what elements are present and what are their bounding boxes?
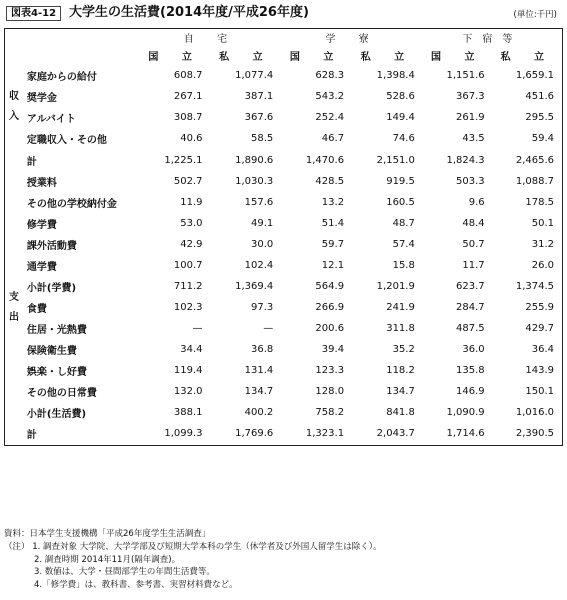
value-cell: 150.1 xyxy=(525,386,554,397)
col-national: 国 立 xyxy=(431,52,485,63)
value-cell: 59.7 xyxy=(321,239,345,250)
value-cell: 34.4 xyxy=(180,344,203,355)
value-cell: 36.0 xyxy=(462,344,485,355)
value-cell: 1,374.5 xyxy=(515,281,554,292)
value-cell: 487.5 xyxy=(456,323,485,334)
value-cell: 451.6 xyxy=(525,91,554,102)
footnote-4: 4.「修学費」は、教科書、参考書、実習材料費など。 xyxy=(34,580,238,591)
value-cell: 919.5 xyxy=(386,176,415,187)
table-row xyxy=(5,381,563,402)
value-cell: 1,016.0 xyxy=(515,407,554,418)
value-cell: 2,151.0 xyxy=(376,154,415,166)
row-label: 奨学金 xyxy=(26,93,57,104)
value-cell: 134.7 xyxy=(386,386,415,397)
col-national: 国 立 xyxy=(289,52,344,63)
table-row xyxy=(5,318,563,339)
value-cell: 255.9 xyxy=(525,302,554,313)
value-cell: 50.1 xyxy=(531,218,554,229)
value-cell: 11.9 xyxy=(180,197,203,208)
table-row xyxy=(5,149,563,171)
row-label: 住居・光熱費 xyxy=(26,325,87,336)
value-cell: 157.6 xyxy=(244,197,274,208)
value-cell: 119.4 xyxy=(173,365,203,376)
footnotes xyxy=(4,528,381,592)
table-row xyxy=(5,402,563,423)
value-cell: 39.4 xyxy=(321,344,345,355)
value-cell: 1,890.6 xyxy=(235,154,274,166)
value-cell: 135.8 xyxy=(456,365,485,376)
value-cell: 97.3 xyxy=(251,302,274,313)
footnote-3: 3. 数値は、大学・昼間部学生の年間生活費等。 xyxy=(34,567,215,578)
col-group-dorm: 学 寮 xyxy=(325,34,379,45)
value-cell: 2,043.7 xyxy=(376,428,415,440)
value-cell: 367.6 xyxy=(244,112,274,123)
value-cell: 57.4 xyxy=(392,239,415,250)
value-cell: 178.5 xyxy=(525,197,554,208)
value-cell: 43.5 xyxy=(462,133,485,144)
value-cell: 36.8 xyxy=(251,344,274,355)
value-cell: 59.4 xyxy=(531,133,554,144)
value-cell: 1,369.4 xyxy=(235,281,274,292)
value-cell: 1,659.1 xyxy=(515,70,554,81)
row-label: 修学費 xyxy=(26,220,57,231)
value-cell: 146.9 xyxy=(456,386,485,397)
value-cell: 134.7 xyxy=(244,386,274,397)
value-cell: 149.4 xyxy=(386,112,415,123)
value-cell: 1,824.3 xyxy=(446,154,485,166)
category-income: 収入 xyxy=(8,91,19,122)
value-cell: 564.9 xyxy=(315,281,345,292)
value-cell: 1,088.7 xyxy=(515,176,554,187)
table-row xyxy=(5,360,563,381)
figure-header xyxy=(6,4,561,24)
value-cell: 15.8 xyxy=(392,260,415,271)
value-cell: 11.7 xyxy=(462,260,485,271)
value-cell: 711.2 xyxy=(173,281,203,292)
value-cell: 143.9 xyxy=(525,365,554,376)
table-row xyxy=(5,213,563,234)
table-row xyxy=(5,255,563,276)
value-cell: 49.1 xyxy=(251,218,274,229)
table-row xyxy=(5,107,563,128)
value-cell: 48.4 xyxy=(462,218,485,229)
row-label: 計 xyxy=(26,156,37,168)
value-cell: 58.5 xyxy=(251,133,274,144)
table-row xyxy=(5,423,563,445)
value-cell: 267.1 xyxy=(173,91,203,102)
value-cell: 1,323.1 xyxy=(305,428,345,440)
value-cell: 102.4 xyxy=(244,260,274,271)
value-cell: 1,151.6 xyxy=(446,70,485,81)
value-cell: 131.4 xyxy=(244,365,274,376)
unit-note: (単位:千円) xyxy=(513,10,557,20)
row-label: 食費 xyxy=(26,304,47,315)
row-label: その他の学校納付金 xyxy=(26,199,117,210)
row-label: 定職収入・その他 xyxy=(26,135,107,146)
value-cell: 543.2 xyxy=(315,91,345,102)
footnote-1: （注） 1. 調査対象 大学院、大学学部及び短期大学本科の学生（休学者及び外国人留学生は除く）。 xyxy=(4,541,382,552)
value-cell: 1,225.1 xyxy=(164,154,203,166)
value-cell: 1,030.3 xyxy=(235,176,274,187)
value-cell: 311.8 xyxy=(386,323,415,334)
value-cell: 1,398.4 xyxy=(376,70,415,81)
value-cell: 1,099.3 xyxy=(164,428,203,440)
footnote-2: 2. 調査時期 2014年11月(隔年調査)。 xyxy=(34,554,181,565)
value-cell: 12.1 xyxy=(321,260,345,271)
value-cell: 758.2 xyxy=(315,407,345,418)
value-cell: 128.0 xyxy=(315,386,345,397)
value-cell: 53.0 xyxy=(180,218,203,229)
value-cell: 1,714.6 xyxy=(446,428,485,440)
table-row xyxy=(5,339,563,360)
value-cell: 528.6 xyxy=(386,91,415,102)
col-group-lodging: 下宿等 xyxy=(462,34,523,45)
col-private: 私 立 xyxy=(360,52,415,63)
value-cell: 118.2 xyxy=(386,365,415,376)
value-cell: 1,769.6 xyxy=(235,428,274,440)
value-cell: 1,201.9 xyxy=(376,281,415,292)
value-cell: 30.0 xyxy=(251,239,274,250)
value-cell: 503.3 xyxy=(456,176,485,187)
row-label: 小計(学費) xyxy=(26,283,77,294)
col-private: 私 立 xyxy=(219,52,273,63)
value-cell: 367.3 xyxy=(456,91,485,102)
value-cell: 100.7 xyxy=(173,260,203,271)
value-cell: — xyxy=(192,323,203,334)
row-label: 家庭からの給付 xyxy=(26,72,97,83)
col-group-home: 自 宅 xyxy=(183,34,238,45)
value-cell: 261.9 xyxy=(456,112,485,123)
table-row xyxy=(5,128,563,149)
value-cell: 132.0 xyxy=(173,386,203,397)
value-cell: 284.7 xyxy=(456,302,485,313)
value-cell: 252.4 xyxy=(315,112,345,123)
row-label: 授業料 xyxy=(26,178,57,189)
value-cell: 502.7 xyxy=(173,176,203,187)
value-cell: 1,090.9 xyxy=(446,407,485,418)
value-cell: 160.5 xyxy=(386,197,415,208)
row-label: 通学費 xyxy=(26,262,57,273)
value-cell: 387.1 xyxy=(244,91,274,102)
value-cell: 35.2 xyxy=(392,344,415,355)
category-spacer xyxy=(5,149,23,171)
row-label: 小計(生活費) xyxy=(26,409,87,420)
row-label: 娯楽・し好費 xyxy=(26,367,87,378)
value-cell: 9.6 xyxy=(468,197,485,208)
value-cell: 26.0 xyxy=(531,260,554,271)
value-cell: 841.8 xyxy=(386,407,415,418)
value-cell: 2,465.6 xyxy=(515,154,554,166)
value-cell: 266.9 xyxy=(315,302,345,313)
corner-cell xyxy=(5,29,140,66)
value-cell: 428.5 xyxy=(315,176,345,187)
value-cell: 74.6 xyxy=(392,133,415,144)
table-row xyxy=(5,65,563,86)
figure-number-badge: 図表4-12 xyxy=(6,6,61,21)
col-national: 国 立 xyxy=(148,52,202,63)
value-cell: 1,470.6 xyxy=(305,154,345,166)
group-header-row xyxy=(5,29,563,47)
value-cell: 1,077.4 xyxy=(235,70,274,81)
value-cell: 42.9 xyxy=(180,239,203,250)
value-cell: — xyxy=(263,323,274,334)
value-cell: 48.7 xyxy=(392,218,415,229)
value-cell: 123.3 xyxy=(315,365,345,376)
value-cell: 429.7 xyxy=(525,323,554,334)
figure-title: 大学生の生活費(2014年度/平成26年度) xyxy=(69,5,309,20)
table-row xyxy=(5,192,563,213)
value-cell: 36.4 xyxy=(531,344,554,355)
table-row xyxy=(5,276,563,297)
value-cell: 102.3 xyxy=(173,302,203,313)
row-label: その他の日常費 xyxy=(26,388,97,399)
value-cell: 241.9 xyxy=(386,302,415,313)
value-cell: 623.7 xyxy=(456,281,485,292)
value-cell: 50.7 xyxy=(462,239,485,250)
category-expense: 支出 xyxy=(8,291,19,323)
value-cell: 628.3 xyxy=(315,70,345,81)
value-cell: 308.7 xyxy=(173,112,203,123)
row-label: アルバイト xyxy=(26,114,76,125)
table-row xyxy=(5,234,563,255)
value-cell: 46.7 xyxy=(321,133,345,144)
table-row xyxy=(5,171,563,192)
value-cell: 400.2 xyxy=(244,407,274,418)
row-label: 課外活動費 xyxy=(26,241,77,252)
row-label: 保険衛生費 xyxy=(26,346,77,357)
value-cell: 2,390.5 xyxy=(515,428,554,440)
value-cell: 51.4 xyxy=(321,218,345,229)
row-label: 計 xyxy=(26,430,37,442)
source-note: 資料：日本学生支援機構「平成26年度学生生活調査」 xyxy=(4,529,211,539)
value-cell: 13.2 xyxy=(321,197,345,208)
value-cell: 200.6 xyxy=(315,323,345,334)
value-cell: 388.1 xyxy=(173,407,203,418)
value-cell: 40.6 xyxy=(180,133,203,144)
table-row xyxy=(5,86,563,107)
value-cell: 31.2 xyxy=(531,239,554,250)
value-cell: 295.5 xyxy=(525,112,554,123)
col-private: 私 立 xyxy=(500,52,555,63)
table-row xyxy=(5,297,563,318)
living-cost-table xyxy=(4,28,563,446)
value-cell: 608.7 xyxy=(173,70,203,81)
